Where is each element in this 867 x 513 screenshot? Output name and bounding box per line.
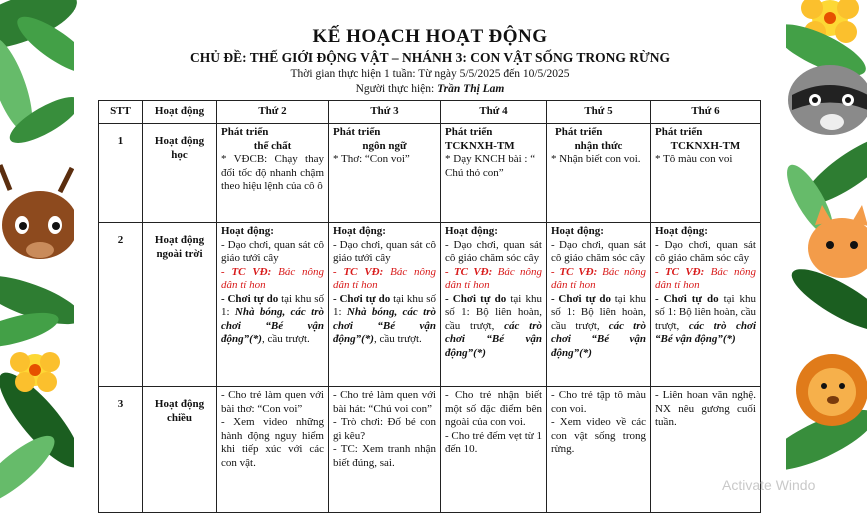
activity-table [98,100,761,513]
cell-text: - Liên hoan văn nghệ. NX nêu gương cuối tuần. [655,389,756,428]
document-page [74,10,786,488]
free-play-label: - Chơi tự do [221,292,279,305]
game-name: Bác nông dân tí hon [221,265,324,291]
cell-text: - Xem video những hành động nguy hiểm khi tiếp xúc với các con vật. [221,416,324,469]
cell-text: - Cho trẻ nhận biết một số đặc điểm bên ngoài của con voi. [445,389,542,428]
free-play-label: - Chơi tự do [655,292,719,305]
activate-windows-watermark: Activate Windo [722,477,816,493]
header-cell: Thứ 3 [329,101,441,124]
cell-heading: Phát triển [221,126,269,138]
stt-cell: 1 [99,124,143,223]
day-cell [329,387,441,513]
table-row [99,387,761,513]
day-cell [547,387,651,513]
game-label: - TC VĐ: [551,265,598,278]
day-cell [651,124,761,223]
cell-text: - Trò chơi: Đố bé con gì kêu? [333,416,436,442]
lion-illustration [796,354,867,426]
performer-label: Người thực hiện: [355,83,435,95]
day-cell [329,223,441,387]
cell-heading: Hoạt động: [333,225,386,237]
game-name: Bác nông dân tí hon [445,265,542,291]
cell-text: * Thơ: “Con voi” [333,153,410,165]
performer-line [74,83,786,95]
cell-heading: Phát triển [445,126,493,138]
page-subtitle: CHỦ ĐỀ: THẾ GIỚI ĐỘNG VẬT – NHÁNH 3: CON VẬT SỐNG TRONG RỪNG [190,50,670,65]
cell-heading: Hoạt động: [221,225,274,237]
header-cell: Thứ 6 [651,101,761,124]
free-play-text: tại khu số 1: Bộ liên hoàn, cầu trượt, [655,292,757,332]
cell-text: - TC: Xem tranh nhận biết đúng, sai. [333,443,436,469]
cell-heading: ngôn ngữ [362,139,407,152]
free-play-games: các trò chơi “Bé vận động”(*) [551,319,647,359]
cell-heading: Hoạt động: [655,225,708,237]
cell-text: - Dạo chơi, quan sát cô giáo chăm sóc cây [551,238,646,264]
cell-heading: Phát triển [655,126,703,138]
header-cell: Hoạt động [143,101,217,124]
cell-text: - Dạo chơi, quan sát cô giáo tưới cây [221,238,324,264]
cell-text: - Cho trẻ làm quen với bài hát: “Chú voi con” [333,389,436,415]
cell-text: - Dạo chơi, quan sát cô giáo tưới cây [333,238,436,264]
free-play-tail: , cầu trượt. [261,333,310,345]
cell-heading: TCKNXH-TM [670,139,741,152]
cell-text: - Cho trẻ làm quen với bài thơ: “Con voi” [221,389,324,415]
free-play-games: các trò chơi “Bé vận động”(*) [445,319,542,359]
day-cell [441,387,547,513]
cell-text: - Cho trẻ tập tô màu con voi. [551,389,646,415]
day-cell [217,124,329,223]
day-cell [651,223,761,387]
table-row [99,223,761,387]
day-cell [217,387,329,513]
day-cell [651,387,761,513]
activity-cell: Hoạt động học [143,124,217,223]
stt-cell: 3 [99,387,143,513]
performer-name: Trần Thị Lam [437,83,505,95]
cell-text: - Xem video về các con vật sống trong rừng. [551,416,646,455]
game-label: - TC VĐ: [445,265,493,278]
free-play-tail: , cầu trượt. [373,333,422,345]
cell-text: - Dạo chơi, quan sát cô giáo chăm sóc cây [655,238,756,264]
cell-heading: Phát triển [555,126,603,138]
free-play-label: - Chơi tự do [445,292,507,305]
day-cell [547,124,651,223]
time-line: Thời gian thực hiện 1 tuần: Từ ngày 5/5/2025 đến 10/5/2025 [290,68,570,80]
day-cell [217,223,329,387]
free-play-games: các trò chơi “Bé vận động”(*) [655,319,757,345]
table-row [99,124,761,223]
free-play-games: Nhà bóng, các trò chơi “Bé vận động”(*) [221,306,325,345]
free-play-text: tại khu số 1: Bộ liên hoàn, cầu trượt, [551,292,646,332]
cell-heading: Hoạt động: [445,225,498,237]
day-cell [329,124,441,223]
header-cell: Thứ 2 [217,101,329,124]
day-cell [441,223,547,387]
cell-text: - Dạo chơi, quan sát cô giáo chăm sóc cây [445,238,542,264]
cell-text: * Nhận biết con voi. [551,153,641,165]
activity-cell: Hoạt động ngoài trời [143,223,217,387]
game-label: - TC VĐ: [333,265,384,278]
cell-heading: Hoạt động: [551,225,604,237]
cell-text: * Tô màu con voi [655,153,733,165]
cell-heading: nhận thức [574,139,623,152]
header-cell: Thứ 4 [441,101,547,124]
free-play-label: - Chơi tự do [551,292,611,305]
cell-text: * VĐCB: Chạy thay đổi tốc độ nhanh chậm theo hiệu lệnh của cô ô [221,153,324,192]
table-header-row [99,101,761,124]
game-name: Bác nông dân tí hon [551,265,646,291]
free-play-text: tại khu số 1: Bộ liên hoàn, cầu trượt, [445,292,543,332]
activity-cell: Hoạt động chiều [143,387,217,513]
cell-heading: Phát triển [333,126,381,138]
page-title: KẾ HOẠCH HOẠT ĐỘNG [312,26,548,47]
game-name: Bác nông dân tí hon [333,265,436,291]
game-label: - TC VĐ: [221,265,272,278]
cell-text: * Dạy KNCH bài : “ Chú thỏ con” [445,153,536,179]
cell-heading: TCKNXH-TM [445,139,515,152]
stt-cell: 2 [99,223,143,387]
day-cell [547,223,651,387]
game-label: - TC VĐ: [655,265,705,278]
cell-text: - Cho trẻ đếm vẹt từ 1 đến 10. [445,429,542,455]
header-cell: STT [99,101,143,124]
cell-heading: thể chất [253,139,292,152]
day-cell [441,124,547,223]
header-cell: Thứ 5 [547,101,651,124]
game-name: Bác nông dân tí hon [655,265,756,291]
free-play-text: tại khu số 1: [221,292,324,318]
free-play-text: tại khu số 1: [333,292,436,318]
free-play-label: - Chơi tự do [333,292,391,305]
free-play-games: Nhà bóng, các trò chơi “Bé vận động”(*) [333,306,437,345]
